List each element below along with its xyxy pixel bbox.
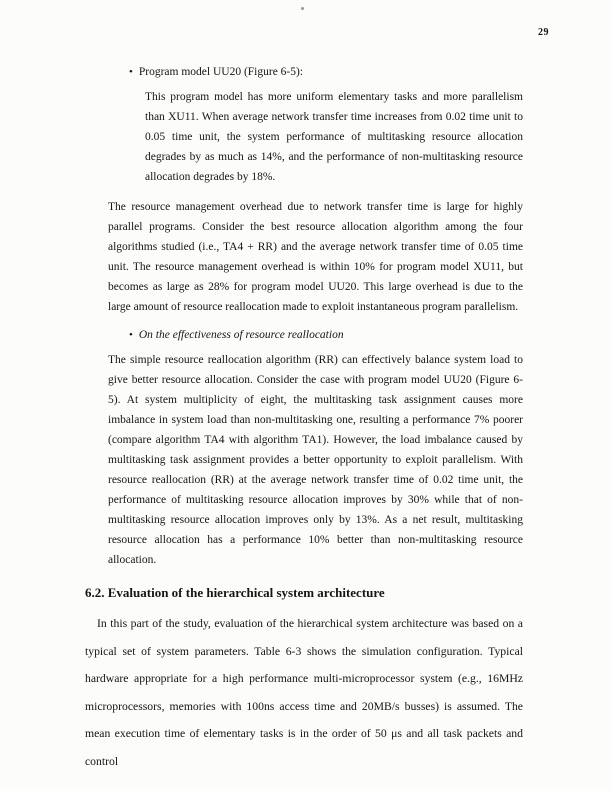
paragraph-resource-reallocation: The simple resource reallocation algorithm (RR) can effectively balance system load to give better resource allocation. Consider the case with program model UU20 (Figure 6-5). At system multiplicity of eight, the multitasking task assignment causes more imbalance in system load than non-multitasking one, resulting a performance 7% poorer (compare algorithm TA4 with algorithm TA1). However, the load imbalance caused by multitasking task assignment provides a better opportunity to exploit parallelism. With resource reallocation (RR) at the average network transfer time of 0.02 time unit, the performance of multitasking resource allocation improves by 30% while that of non-multitasking resource allocation improves only by 13%. As a net result, multitasking resource allocation has a performance 10% better than non-multitasking resource allocation. — [108, 354, 523, 566]
paragraph-resource-overhead: The resource management overhead due to network transfer time is large for highly parallel programs. Consider the best resource allocation algorithm among the four algorithms studied (i.e., TA4 + RR) and the average network transfer time of 0.05 time unit. The resource management overhead is within 10% for program model XU11, but becomes as large as 28% for program model UU20. This large overhead is due to the large amount of resource reallocation made to exploit instantaneous program parallelism. — [108, 201, 523, 313]
paragraph-program-model-uu20: This program model has more uniform elementary tasks and more parallelism than XU11. When average network transfer time increases from 0.02 time unit to 0.05 time unit, the system performance of multitasking resource allocation degrades by as much as 14%, and the performance of non-multitasking resource allocation degrades by 18%. — [145, 91, 523, 183]
section-heading-6-2: 6.2. Evaluation of the hierarchical system architecture — [85, 585, 385, 600]
page-number: 29 — [538, 27, 549, 38]
paragraph-hierarchical-evaluation: In this part of the study, evaluation of the hierarchical system architecture was based on a typical set of system parameters. Table 6-3 shows the simulation configuration. Typical hardware appropriate for a high performance multi-microprocessor system (e.g., 16MHz microprocessors, memories with 100ns access time and 20MB/s busses) is assumed. The mean execution time of elementary tasks is in the order of 50 μs and all task packets and control — [85, 617, 523, 768]
bullet-icon — [129, 66, 139, 78]
page-content — [85, 62, 523, 775]
bullet-label-effectiveness: On the effectiveness of resource reallocation — [138, 329, 344, 341]
bullet-label-program-model: Program model UU20 (Figure 6-5): — [138, 66, 304, 78]
scan-artifact — [301, 7, 304, 10]
bullet-effectiveness-reallocation — [129, 325, 523, 345]
bullet-program-model-uu20 — [129, 62, 523, 82]
bullet-icon — [129, 329, 139, 341]
